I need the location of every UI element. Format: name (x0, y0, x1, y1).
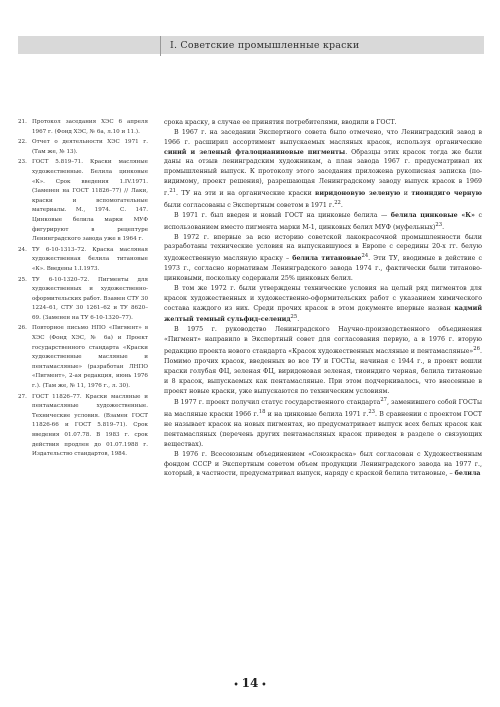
main-text-column (164, 118, 482, 479)
page-number: • 14 • (233, 676, 267, 690)
footnote (18, 158, 148, 244)
footnote-text: ГОСТ 11826–77. Краски масляные и пентамасляные художественные. Технические условия. (Взамен ГОСТ 11826-66 и ГОСТ 5.819–71). Срок введения 01.07.78. В 1983 г. срок действия продлен до 01.07.1988 г. Издательство стандартов, 1984. (32, 393, 148, 458)
paragraph-5: В том же 1972 г. были утверждены технические условия на целый ряд пигментов для красок художественных и художественно-оформительских работ с указанием химического состава каждого из них. Среди прочих красок в этом документе впервые назван кадмий желтый темный сульфид-селенид$^{25}$. (164, 284, 482, 324)
page-number-dot-right: • (261, 678, 267, 689)
footnote-text: Протокол заседания ХЭС 6 апреля 1967 г. (Фонд ХЭС, № 6а, л.10 и 11.). (32, 119, 148, 135)
footnote-text: Повторное письмо НПО «Пигмент» в ХЭС (Фонд ХЭС, № 6а) и Проект государственного стандарта «Краски художественные масляные и пентамасляные» (разработан ЛНПО «Пигмент», 2-ая редакция, июнь 1976 г.). (Там же, № 11, 1976 г., л. 30). (32, 325, 148, 390)
running-header-title: I. Советские промышленные краски (170, 40, 360, 51)
footnote-number: 27. (18, 393, 27, 400)
paragraph-1: срока краску, в случае ее принятия потребителями, вводили в ГОСТ. (164, 119, 397, 126)
footnotes-column (18, 118, 148, 461)
footnote-text: ГОСТ 5.819–71. Краски масляные художественные. Белила цинковые «К». Срок введения 1.IV.1971. (Заменен на ГОСТ 11826–77) // Лаки, краски и вспомогательные материалы. М., 1974. С. 147. Цинковые белила марки МУФ фигурируют в рецептуре Ленинградского завода уже в 1964 г. (32, 159, 148, 243)
footnote-number: 23. (18, 159, 27, 166)
footnote-number: 21. (18, 119, 27, 125)
paragraph-8: В 1976 г. Всесоюзным объединением «Союзкраска» был согласован с Художественным фондом СССР и Экспертным советом объем продукции Ленинградского завода на 1977 г., который, в частности, предусматривал выпуск, наряду с краской белила титановые, – белила (164, 450, 482, 478)
footnote (18, 324, 148, 391)
page-number-dot-left: • (233, 678, 239, 689)
footnote (18, 246, 148, 275)
footnote-number: 25. (18, 276, 27, 283)
footnote (18, 138, 148, 157)
paragraph-6: В 1975 г. руководство Ленинградского Научно-производственного объединения «Пигмент» направило в Экспертный совет для согласования первую, а в 1976 г. вторую редакцию проекта нового стандарта «Красок художественных масляные и пентамасляные»$^{26}$. Помимо прочих красок, введенных во все ТУ и ГОСТы, начиная с 1944 г., в проект вошли краски голубая ФЦ, зеленая ФЦ, виридоновая зеленая, тиоиндиго черная, белила титановые и 8 красок, выпускаемых как пентамасляные. При этом подчеркивалось, что внесенные в проект новые краски, уже выпускаются по техническим условиям. (164, 326, 482, 395)
paragraph-3: В 1971 г. был введен и новый ГОСТ на цинковые белила — белила цинковые «К» с использованием вместо пигмента марки М-1, цинковых белил МУФ (муфельных)$^{23}$. (164, 211, 482, 231)
paragraph-7: В 1977 г. проект получил статус государственного стандарта$^{27}$, заменившего собой ГОСТы на масляные краски 1966 г.$^{18}$ и на цинковые белила 1971 г.$^{23}$. В сравнении с проектом ГОСТ не называет красок на новых пигментах, но предусматривает выпуск всех белых красок как пентамасляных (перечень других пентамасляных красок приведен в разделе о связующих веществах). (164, 397, 483, 448)
header-divider (160, 36, 161, 56)
footnote-number: 26. (18, 325, 27, 332)
paragraph-4: В 1972 г. впервые за всю историю советской лакокрасочной промышленности были разработаны технические условия на выпускавшуюся в Европе с середины 20-х гг. белую художественную масляную краску – белила титановые$^{24}$. Эти ТУ, вводимые в действие с 1973 г., согласно нормативам Ленинградского завода 1974 г., фактически были титаново-цинковыми, поскольку содержали 25% цинковых белил. (164, 233, 482, 283)
footnote-text: Отчет о деятельности ХЭС 1971 г. (Там же, № 13). (32, 139, 148, 155)
footnote (18, 118, 148, 137)
footnote (18, 276, 148, 324)
footnote-number: 24. (18, 246, 27, 253)
footnote-number: 22. (18, 139, 27, 146)
footnote-text: ТУ 6-10-1313–72. Краска масляная художественная белила титановые «К». Введены 1.I.1973. (32, 246, 148, 272)
paragraph-2: В 1967 г. на заседании Экспертного совета было отмечено, что Ленинградский завод в 1966 г. расширил ассортимент выпускаемых масляных красок, используя органические синий и зеленый фталоцианиновые пигменты. Образцы этих красок тогда же были даны на отзыв ленинградским художникам, а план завода 1967 г. предусматривал их промышленный выпуск. К протоколу этого заседания приложена рукописная записка (по-видимому, проект решения), разрешающая Ленинградскому заводу выпуск красок в 1969 г.$^{21}$. ТУ на эти и на органические краски виридоновую зеленую и тиоиндиго черную были согласованы с Экспертным советом в 1971 г.$^{22}$. (164, 128, 482, 209)
footnote (18, 393, 148, 460)
footnote-text: ТУ 6-10-1320–72. Пигменты для художественных и художественно-оформительских работ. Взамен СТУ 30 1224–61, СТУ 30 1261–62 и ТУ 8620–69. (Заменен на ТУ 6-10-1320–77). (32, 276, 148, 321)
